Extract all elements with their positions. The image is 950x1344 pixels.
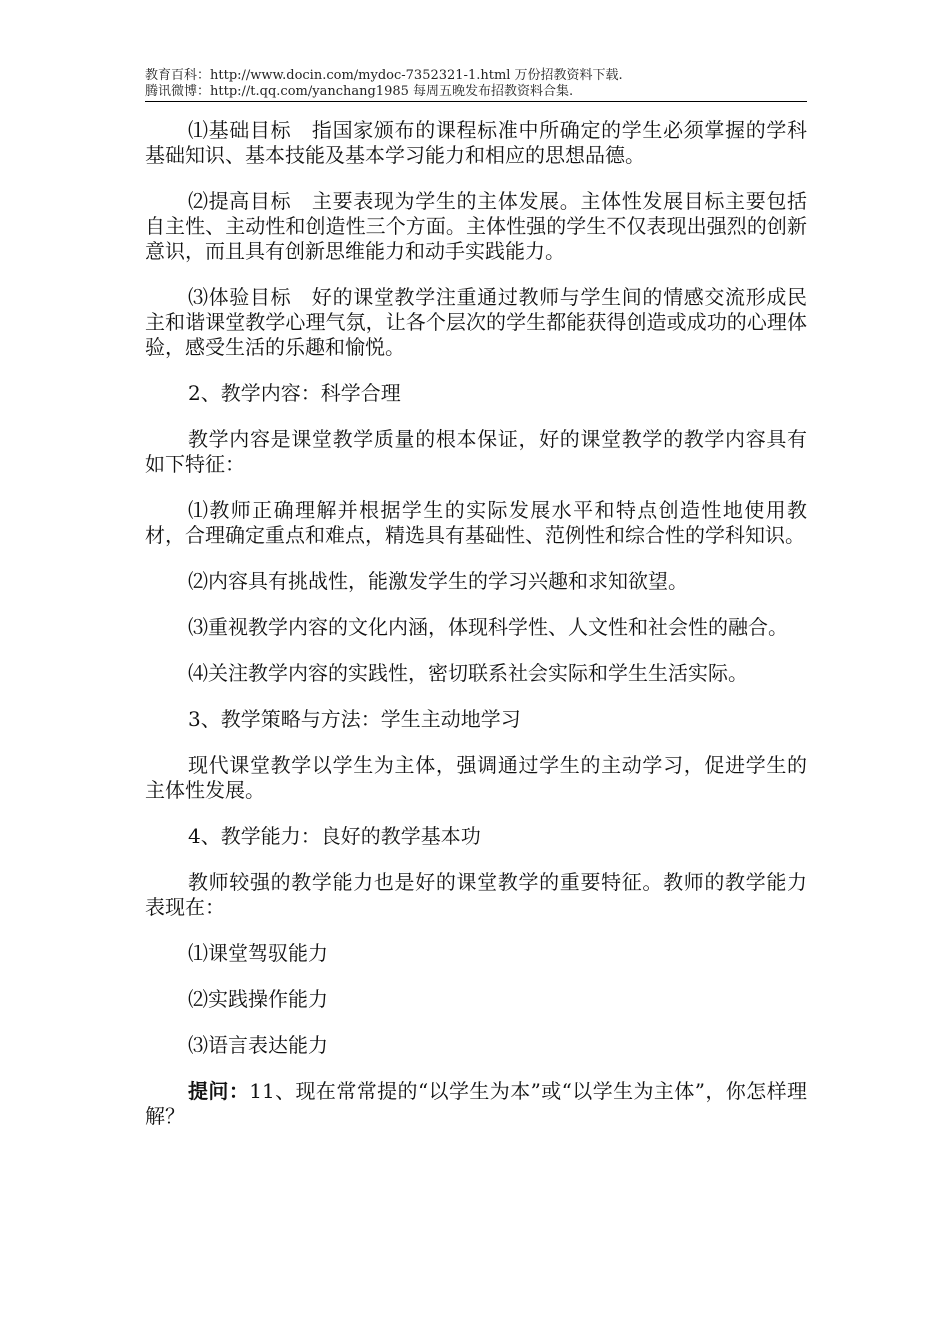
section-heading-strategy: 3、教学策略与方法：学生主动地学习 xyxy=(188,707,521,731)
header-line-2: 腾讯微博：http://t.qq.com/yanchang1985 每周五晚发布招教资料合集. xyxy=(145,84,574,99)
document-body xyxy=(145,118,807,1129)
question-paragraph xyxy=(145,1079,807,1129)
paragraph-basic-goal: ⑴基础目标 指国家颁布的课程标准中所确定的学生必须掌握的学科基础知识、基本技能及基本学习能力和相应的思想品德。 xyxy=(145,118,807,167)
section-heading-content: 2、教学内容：科学合理 xyxy=(188,381,401,405)
paragraph-advanced-goal: ⑵提高目标 主要表现为学生的主体发展。主体性发展目标主要包括自主性、主动性和创造性三个方面。主体性强的学生不仅表现出强烈的创新意识，而且具有创新思维能力和动手实践能力。 xyxy=(145,189,807,263)
page-header xyxy=(145,68,807,102)
paragraph-ability-item-1: ⑴课堂驾驭能力 xyxy=(188,941,328,965)
paragraph-content-item-1: ⑴教师正确理解并根据学生的实际发展水平和特点创造性地使用教材，合理确定重点和难点，精选具有基础性、范例性和综合性的学科知识。 xyxy=(145,498,807,547)
paragraph-ability-item-3: ⑶语言表达能力 xyxy=(188,1033,328,1057)
paragraph-strategy: 现代课堂教学以学生为主体，强调通过学生的主动学习，促进学生的主体性发展。 xyxy=(145,753,807,802)
section-heading-ability: 4、教学能力：良好的教学基本功 xyxy=(188,824,481,848)
paragraph-content-item-2: ⑵内容具有挑战性，能激发学生的学习兴趣和求知欲望。 xyxy=(188,569,688,593)
paragraph-ability-item-2: ⑵实践操作能力 xyxy=(188,987,328,1011)
paragraph-content-item-3: ⑶重视教学内容的文化内涵，体现科学性、人文性和社会性的融合。 xyxy=(188,615,788,639)
question-text: 11、现在常常提的“以学生为本”或“以学生为主体”，你怎样理解？ xyxy=(145,1079,807,1128)
paragraph-experience-goal: ⑶体验目标 好的课堂教学注重通过教师与学生间的情感交流形成民主和谐课堂教学心理气氛，让各个层次的学生都能获得创造或成功的心理体验，感受生活的乐趣和愉悦。 xyxy=(145,285,807,359)
paragraph-content-intro: 教学内容是课堂教学质量的根本保证，好的课堂教学的教学内容具有如下特征： xyxy=(145,427,807,476)
header-line-1: 教育百科：http://www.docin.com/mydoc-7352321-1.html 万份招教资料下载. xyxy=(145,68,623,83)
paragraph-ability-intro: 教师较强的教学能力也是好的课堂教学的重要特征。教师的教学能力表现在： xyxy=(145,870,807,919)
paragraph-content-item-4: ⑷关注教学内容的实践性，密切联系社会实际和学生生活实际。 xyxy=(188,661,748,685)
question-label: 提问： xyxy=(188,1079,250,1103)
